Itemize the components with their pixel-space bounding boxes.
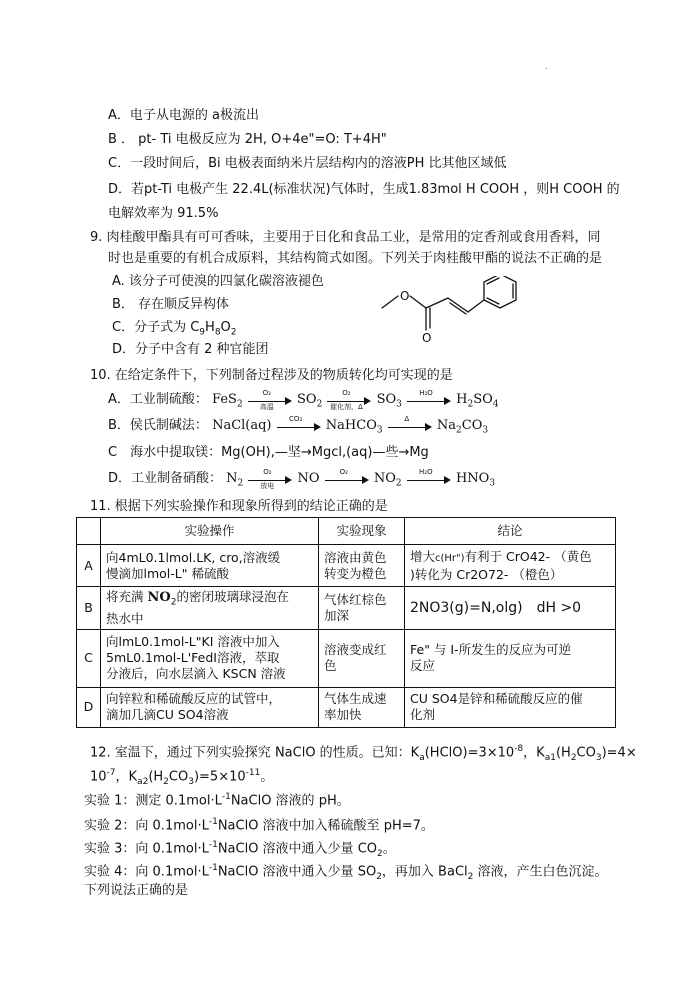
conclusion-cell: Fe" 与 I-所发生的反应为可逆 反应 [405,629,616,687]
q10-option-d: D．工业制备硝酸： $N_2$ O₂ 放电 NO O₂ $NO_2$ H₂O $HNO_3$ [108,467,496,490]
conclusion-cell: 增大c(Hr")有利于 CrO42- （黄色 )转化为 Cr2O72- （橙色） [405,545,616,587]
q12-final-prompt: 下列说法正确的是 [84,883,189,898]
carbonyl-oxygen-label: O [422,331,432,344]
corner-mark: . [545,62,548,72]
q12-experiment-2: 实验 2：向 $0.1mol\cdot L^{-1}NaClO$ 溶液中加入稀硫酸至 pH=7。 [84,817,434,834]
row-label: A [77,545,101,587]
row-label: D [77,687,101,727]
q9-option-c: C．分子式为 $C_9H_8O_2$ [112,320,237,338]
table-header-cell [77,518,101,545]
q12-stem-line2: $10^{-7}$，$K_{a2}(H_2CO_3)=5\times 10^{-11}$。 [90,768,274,787]
q8-option-b: B ． pt- Ti 电极反应为 2H, O+4e"=O: T+4H" [108,132,387,147]
reaction-arrow: O₂ 高温 [248,393,292,407]
q8-option-c: C．一段时间后，Bi 电极表面纳米片层结构内的溶液PH 比其他区域低 [108,156,507,171]
q11-experiment-table [76,517,616,728]
q10-option-b: B．侯氏制碱法： NaCl(aq) CO₂ NaHCO$_3$ Δ $Na_2CO_3$ [108,414,489,436]
reaction-arrow: CO₂ [277,419,321,433]
q9-option-b: B． 存在顺反异构体 [112,297,230,312]
conclusion-cell: 2NO3(g)=N,olg) dH >0 [405,587,616,630]
q10-option-c: C 海水中提取镁：Mg(OH),—坚→Mgcl,(aq)—些→Mg [108,445,429,460]
reaction-arrow: O₂ [325,472,369,486]
reaction-arrow: H₂O [407,393,451,407]
q9-stem-line2: 时也是重要的有机合成原料，其结构简式如图。下列关于肉桂酸甲酯的说法不正确的是 [108,251,603,266]
reaction-arrow: H₂O [407,472,451,486]
q12-experiment-4: 实验 4：向 $0.1mol\cdot L^{-1}NaClO$ 溶液中通入少量 $SO_2$，再加入 BaCl$_2$ 溶液，产生白色沉淀。 [84,863,608,882]
q12-stem-line1: 12. 室温下，通过下列实验探究 NaClO 的性质。已知：$K_a(HClO)=3\times 10^{-8}$，$K_{a1}(H_2CO_3)=4\times$ [90,744,637,763]
phenomenon-cell: 气体红棕色 加深 [319,587,405,630]
q12-experiment-1: 实验 1：测定 $0.1mol\cdot L^{-1}NaClO$ 溶液的 pH。 [84,792,350,809]
q8-option-a: A．电子从电源的 a极流出 [108,108,259,123]
table-header-row [77,518,616,545]
table-row [77,629,616,687]
q10-stem: 10. 在给定条件下，下列制备过程涉及的物质转化均可实现的是 [90,368,453,383]
table-row [77,687,616,727]
reaction-arrow: O₂ 放电 [248,472,292,486]
q11-stem: 11. 根据下列实验操作和现象所得到的结论正确的是 [90,499,388,514]
table-header-cell: 结论 [405,518,616,545]
table-header-cell: 实验操作 [101,518,319,545]
q8-option-d-line2: 电解效率为 91.5% [108,206,219,221]
operation-cell: 向lmL0.1mol-L"KI 溶液中加入 5mL0.1mol-L'FedⅠ溶液，萃取 分液后，向水层滴入 KSCN 溶液 [101,629,319,687]
operation-cell: 向锌粒和稀硫酸反应的试管中， 滴加几滴CU SO4溶液 [101,687,319,727]
table-row [77,545,616,587]
row-label: C [77,629,101,687]
q9-option-d: D．分子中含有 2 种官能团 [112,342,269,357]
q10-option-a: A．工业制硫酸： FeS$_2$ O₂ 高温 $SO_2$ O₂ 催化剂，Δ $SO_3$ H₂O $H_2SO_4$ [108,388,499,411]
q9-option-a: A. 该分子可使溴的四氯化碳溶液褪色 [112,274,324,289]
table-row [77,587,616,630]
table-header-cell: 实验现象 [319,518,405,545]
phenomenon-cell: 溶液由黄色 转变为橙色 [319,545,405,587]
reaction-arrow: O₂ 催化剂，Δ [327,393,371,407]
methyl-cinnamate-structure [378,276,528,344]
conclusion-cell: CU SO4是锌和稀硫酸反应的催 化剂 [405,687,616,727]
q8-option-d-line1: D．若pt-Ti 电极产生 22.4L(标准状况)气体时，生成1.83mol H COOH ，则H COOH 的 [108,182,620,197]
operation-cell: 向4mL0.1lmol.LK, cro,溶液缓 慢滴加lmol-L" 稀硫酸 [101,545,319,587]
phenomenon-cell: 溶液变成红 色 [319,629,405,687]
row-label: B [77,587,101,630]
q12-experiment-3: 实验 3：向 $0.1mol\cdot L^{-1}NaClO$ 溶液中通入少量 $CO_2$。 [84,840,396,859]
reaction-arrow: Δ [388,419,432,433]
operation-cell: 将充满 $NO_2$的密闭玻璃球浸泡在 热水中 [101,587,319,630]
q9-stem-line1: 9. 肉桂酸甲酯具有可可香味，主要用于日化和食品工业，是常用的定香剂或食用香料，同 [90,230,601,245]
phenomenon-cell: 气体生成速 率加快 [319,687,405,727]
ester-oxygen-label: O [400,289,410,303]
